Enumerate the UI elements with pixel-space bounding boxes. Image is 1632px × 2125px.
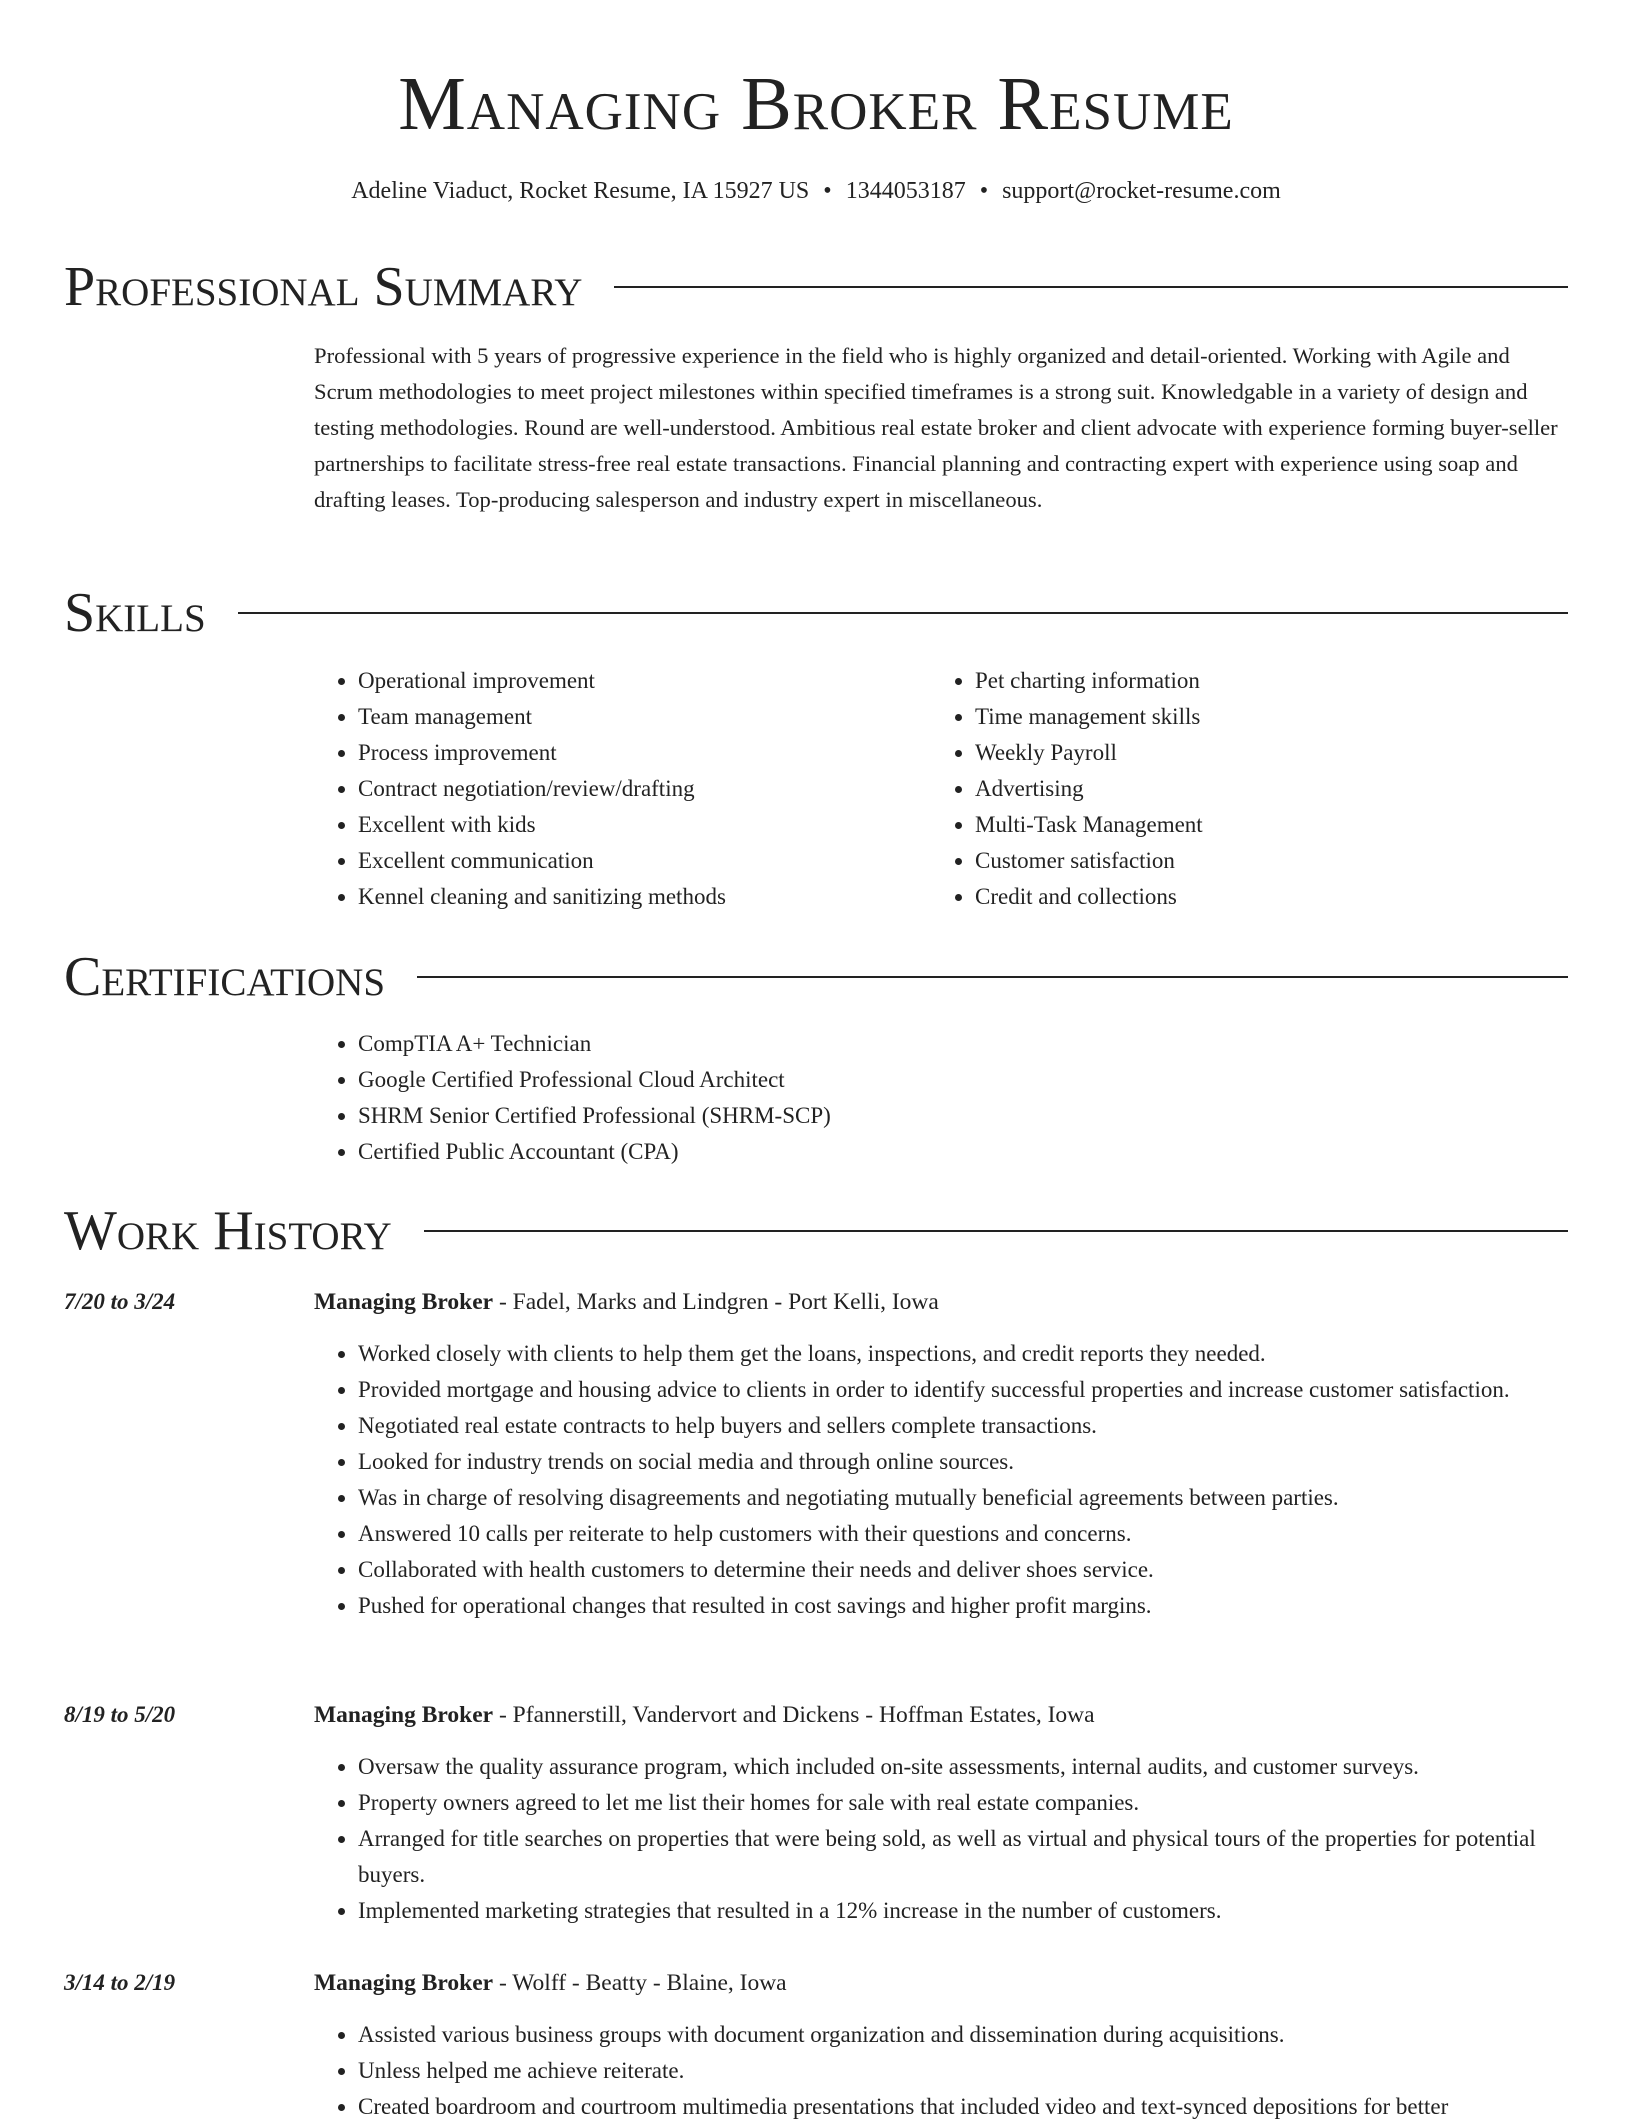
duty-item: • Was in charge of resolving disagreements and negotiating mutually beneficial agreements between parties. [358,1480,1568,1516]
duty-item: • Implemented marketing strategies that resulted in a 12% increase in the number of customers. [358,1893,1568,1929]
summary-text: Professional with 5 years of progressive experience in the field who is highly organized and detail-oriented. Working with Agile and Scrum methodologies to meet project milestones within specified timeframes is a strong suit. Knowledgable in a variety of design and testing methodologies. Round are well-understood. Ambitious real estate broker and client advocate with experience forming buyer-seller partnerships to facilitate stress-free real estate transactions. Financial planning and contracting expert with experience using soap and drafting leases. Top-producing salesperson and industry expert in miscellaneous. [314,343,1558,512]
duty-item: • Provided mortgage and housing advice to clients in order to identify successful properties and increase customer satisfaction. [358,1372,1568,1408]
section-header-summary [64,255,1568,319]
duty-item: • Looked for industry trends on social media and through online sources. [358,1444,1568,1480]
skill-item: • Time management skills [975,699,1531,735]
job-header [314,1965,1568,2001]
contact-line [0,176,1632,206]
duties-list [314,1336,1568,1624]
job-title: Managing Broker [314,1970,494,1996]
duty-item: • Property owners agreed to let me list their homes for sale with real estate companies. [358,1785,1568,1821]
section-title-summary: Professional Summary [64,256,583,318]
skill-item: • Pet charting information [975,663,1531,699]
duty-item: • Collaborated with health customers to determine their needs and deliver shoes service. [358,1552,1568,1588]
certification-item: • CompTIA A+ Technician [358,1026,1214,1062]
job-duties [314,1749,1568,1929]
duty-item: • Arranged for title searches on properties that were being sold, as well as virtual and physical tours of the properties for potential buyers. [358,1821,1568,1893]
skill-item: • Process improvement [358,735,914,771]
duty-item: • Negotiated real estate contracts to help buyers and sellers complete transactions. [358,1408,1568,1444]
skill-item: • Operational improvement [358,663,914,699]
skills-column-left [314,663,914,915]
job-employer-location: - Pfannerstill, Vandervort and Dickens - Hoffman Estates, Iowa [493,1702,1095,1728]
section-title-skills: Skills [64,582,206,644]
duties-list [314,2017,1568,2125]
skill-item: • Multi-Task Management [975,807,1531,843]
skills-column-right [931,663,1531,915]
job-title: Managing Broker [314,1289,494,1315]
skill-item: • Contract negotiation/review/drafting [358,771,914,807]
skill-item: • Weekly Payroll [975,735,1531,771]
contact-phone: 1344053187 [845,178,966,204]
page-title: Managing Broker Resume [398,62,1234,146]
contact-separator: • [979,178,989,204]
section-header-certifications [64,945,1568,1009]
certification-item: • Google Certified Professional Cloud Architect [358,1062,1214,1098]
job-employer-location: - Wolff - Beatty - Blaine, Iowa [493,1970,787,1996]
duty-item: • Oversaw the quality assurance program, which included on-site assessments, internal audits, and customer surveys. [358,1749,1568,1785]
certifications-list [314,1026,1214,1170]
section-header-skills [64,581,1568,645]
duties-list [314,1749,1568,1929]
section-header-work-history [64,1199,1568,1263]
job-dates: 7/20 to 3/24 [64,1289,176,1314]
skill-item: • Team management [358,699,914,735]
skill-item: • Advertising [975,771,1531,807]
certifications-block [314,1026,1214,1170]
section-divider [238,612,1568,614]
job-duties [314,1336,1568,1624]
skill-item: • Credit and collections [975,879,1531,915]
certification-item: • SHRM Senior Certified Professional (SHRM-SCP) [358,1098,1214,1134]
duty-item: • Unless helped me achieve reiterate. [358,2053,1568,2089]
certification-item: • Certified Public Accountant (CPA) [358,1134,1214,1170]
contact-separator: • [823,178,832,204]
contact-email: support@rocket-resume.com [1002,178,1281,204]
section-title-work-history: Work History [64,1200,392,1262]
section-divider [417,976,1568,978]
skills-list-left [314,663,914,915]
duty-item: • Answered 10 calls per reiterate to help customers with their questions and concerns. [358,1516,1568,1552]
section-divider [424,1230,1568,1232]
job-header [314,1284,1568,1320]
job-duties [314,2017,1568,2125]
duty-item: • Pushed for operational changes that resulted in cost savings and higher profit margins. [358,1588,1568,1624]
job-title: Managing Broker [314,1702,494,1728]
job-employer-location: - Fadel, Marks and Lindgren - Port Kelli, Iowa [493,1289,939,1315]
duty-item: • Worked closely with clients to help them get the loans, inspections, and credit reports they needed. [358,1336,1568,1372]
section-divider [614,286,1568,288]
section-title-certifications: Certifications [64,946,386,1008]
skill-item: • Excellent with kids [358,807,914,843]
contact-address: Adeline Viaduct, Rocket Resume, IA 15927 US [351,178,810,204]
skill-item: • Excellent communication [358,843,914,879]
duty-item: • Created boardroom and courtroom multimedia presentations that included video and text-synced depositions for better [358,2089,1568,2125]
skill-item: • Customer satisfaction [975,843,1531,879]
job-dates: 8/19 to 5/20 [64,1702,176,1727]
duty-item: • Assisted various business groups with document organization and dissemination during acquisitions. [358,2017,1568,2053]
skill-item: • Kennel cleaning and sanitizing methods [358,879,914,915]
job-dates: 3/14 to 2/19 [64,1970,176,1995]
job-header [314,1697,1568,1733]
skills-list-right [931,663,1531,915]
